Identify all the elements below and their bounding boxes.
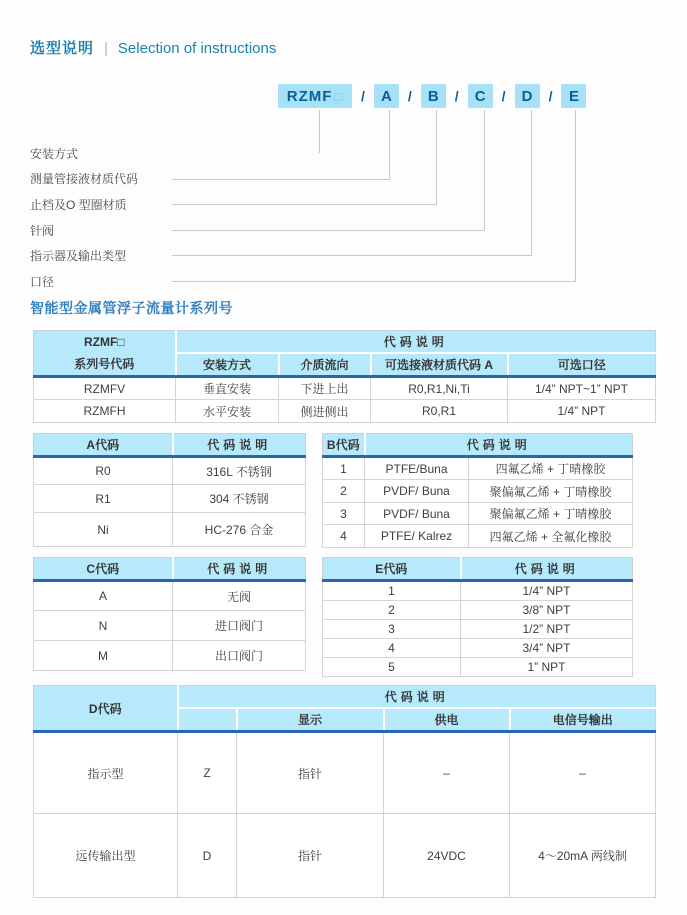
page-title [30, 37, 276, 58]
code-base-text: RZMF [286, 87, 333, 105]
table-cell: 3/4” NPT [461, 639, 633, 658]
code-b-table [322, 433, 633, 548]
series-table [33, 330, 656, 423]
table-cell: 2 [323, 480, 365, 503]
table-cell: 1 [323, 457, 365, 480]
code-separator: / [361, 88, 365, 104]
table-row [34, 513, 306, 547]
table-row [323, 658, 633, 677]
table-cell: 指针 [237, 732, 384, 814]
table-row [34, 814, 656, 898]
table-cell: 下进上出 [279, 377, 371, 400]
table-cell: RZMFV [34, 377, 176, 400]
table-cell: 侧进侧出 [279, 400, 371, 423]
table-cell: 1/2” NPT [461, 620, 633, 639]
header-cell-code-desc: 代码说明 [178, 686, 656, 709]
table-cell: 1/4” NPT~1” NPT [508, 377, 656, 400]
section-title: 智能型金属管浮子流量计系列号 [30, 300, 233, 316]
table-row [34, 457, 306, 485]
table-cell: 出口阀门 [173, 641, 306, 671]
code-c-table [33, 557, 306, 671]
table-cell: 指针 [237, 814, 384, 898]
label-wetted-material-code: 测量管接液材质代码 [30, 172, 139, 186]
table-cell: PTFE/ Kalrez [365, 525, 469, 548]
code-box-e: E [561, 84, 586, 108]
table-cell: 5 [323, 658, 461, 677]
table-row [34, 581, 306, 611]
table-cell: – [384, 732, 510, 814]
table-cell: 1/4” NPT [508, 400, 656, 423]
table-cell: 四氟乙烯 + 全氟化橡胶 [469, 525, 633, 548]
table-cell: Z [178, 732, 237, 814]
code-box-a: A [374, 84, 399, 108]
code-placeholder-square: □ [334, 88, 344, 104]
label-install-method: 安装方式 [30, 147, 79, 161]
header-cell-series-code [34, 331, 176, 377]
table-cell: 指示型 [34, 732, 178, 814]
table-cell: 1” NPT [461, 658, 633, 677]
header-cell: 代码说明 [461, 558, 633, 581]
header-cell: 安装方式 [176, 353, 279, 377]
table-cell: 聚偏氟乙烯 + 丁晴橡胶 [469, 503, 633, 525]
table-cell: 水平安装 [176, 400, 279, 423]
header-cell: 可选接液材质代码 A [371, 353, 508, 377]
table-cell: 3 [323, 503, 365, 525]
header-cell: B代码 [323, 434, 365, 457]
table-row [34, 558, 306, 581]
header-cell: E代码 [323, 558, 461, 581]
header-cell: 代码说明 [173, 434, 306, 457]
title-divider: | [104, 40, 108, 57]
connector-line-a [389, 110, 390, 179]
connector-line-a [172, 179, 390, 180]
table-row [323, 480, 633, 503]
table-cell: PVDF/ Buna [365, 503, 469, 525]
header-cell: 介质流向 [279, 353, 371, 377]
connector-line-d [172, 255, 532, 256]
code-box-d: D [515, 84, 540, 108]
page-title-en: Selection of instructions [117, 40, 277, 57]
connector-line-c [172, 230, 485, 231]
table-cell: 进口阀门 [173, 611, 306, 641]
header-cell-d-code: D代码 [34, 686, 178, 732]
table-cell: 2 [323, 601, 461, 620]
table-row [323, 457, 633, 480]
table-cell: – [510, 732, 656, 814]
table-cell: R1 [34, 485, 173, 513]
connector-line-b [172, 204, 437, 205]
table-cell: 304 不锈钢 [173, 485, 306, 513]
label-needle-valve: 针阀 [30, 224, 55, 238]
table-cell: 4 [323, 639, 461, 658]
table-cell: 3 [323, 620, 461, 639]
header-cell: A代码 [34, 434, 173, 457]
table-cell: 远传输出型 [34, 814, 178, 898]
table-row [34, 732, 656, 814]
table-row [34, 611, 306, 641]
table-cell: 24VDC [384, 814, 510, 898]
connector-line-b [436, 110, 437, 204]
table-row [323, 558, 633, 581]
table-row [323, 525, 633, 548]
model-code [278, 84, 586, 108]
table-cell: 垂直安装 [176, 377, 279, 400]
code-separator: / [501, 88, 506, 104]
code-box-b: B [421, 84, 446, 108]
code-box-c: C [468, 84, 493, 108]
table-cell: 1/4” NPT [461, 581, 633, 601]
table-row [323, 620, 633, 639]
label-oring-material: 止档及O 型圈材质 [30, 198, 127, 212]
header-cell: 代码说明 [365, 434, 633, 457]
connector-line-e [575, 110, 576, 281]
table-cell: PTFE/Buna [365, 457, 469, 480]
table-cell: R0 [34, 457, 173, 485]
code-separator: / [548, 88, 553, 104]
connector-line-base [319, 110, 320, 153]
connector-line-d [531, 110, 532, 255]
table-cell: 四氟乙烯 + 丁晴橡胶 [469, 457, 633, 480]
table-row [323, 434, 633, 457]
table-cell: 4～20mA 两线制 [510, 814, 656, 898]
table-cell: 316L 不锈钢 [173, 457, 306, 485]
table-cell: N [34, 611, 173, 641]
table-row [323, 503, 633, 525]
header-cell: 代码说明 [173, 558, 306, 581]
table-cell: PVDF/ Buna [365, 480, 469, 503]
code-e-table [322, 557, 633, 677]
table-cell: A [34, 581, 173, 611]
header-cell: 供电 [384, 708, 510, 732]
table-row [34, 485, 306, 513]
code-separator: / [407, 88, 412, 104]
connector-line-c [484, 110, 485, 230]
label-indicator-output-type: 指示器及输出类型 [30, 249, 127, 263]
table-row [34, 641, 306, 671]
page-title-zh: 选型说明 [30, 40, 95, 57]
connector-line-e [172, 281, 576, 282]
table-row [34, 400, 656, 423]
table-cell: 4 [323, 525, 365, 548]
table-cell: R0,R1 [371, 400, 508, 423]
header-cell: 可选口径 [508, 353, 656, 377]
header-cell: C代码 [34, 558, 173, 581]
corner-line2: 系列号代码 [74, 356, 135, 371]
header-cell: 电信号输出 [510, 708, 656, 732]
table-row [34, 686, 656, 709]
code-a-table [33, 433, 306, 547]
table-cell: RZMFH [34, 400, 176, 423]
corner-line1: RZMF□ [83, 334, 125, 349]
table-row [323, 581, 633, 601]
code-separator: / [454, 88, 459, 104]
table-cell: 聚偏氟乙烯 + 丁晴橡胶 [469, 480, 633, 503]
table-cell: R0,R1,Ni,Ti [371, 377, 508, 400]
table-cell: D [178, 814, 237, 898]
header-cell: 显示 [237, 708, 384, 732]
label-diameter: 口径 [30, 275, 55, 289]
table-row [34, 331, 656, 354]
table-cell: HC-276 合金 [173, 513, 306, 547]
table-row [34, 377, 656, 400]
header-cell-empty [178, 708, 237, 732]
table-cell: Ni [34, 513, 173, 547]
code-d-table [33, 685, 656, 898]
table-row [34, 434, 306, 457]
header-cell-code-desc: 代码说明 [176, 331, 656, 354]
table-cell: 无阀 [173, 581, 306, 611]
table-row [323, 601, 633, 620]
table-cell: 1 [323, 581, 461, 601]
code-box-base [278, 84, 352, 108]
table-row [323, 639, 633, 658]
table-cell: M [34, 641, 173, 671]
table-cell: 3/8” NPT [461, 601, 633, 620]
